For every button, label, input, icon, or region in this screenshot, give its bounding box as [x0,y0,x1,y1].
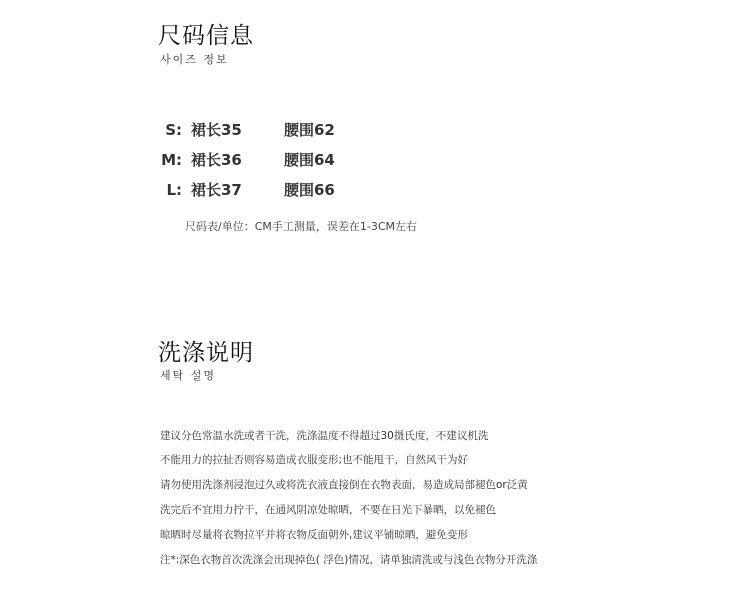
skirt-length-value: 裙长37 [191,181,242,199]
size-label: M: [161,151,182,169]
skirt-length-value: 裙长36 [191,151,242,169]
care-instruction: 建议分色常温水洗或者干洗，洗涤温度不得超过30摄氏度，不建议机洗 [160,430,489,442]
size-row-s [0,120,750,140]
care-instruction: 请勿使用洗涤剂浸泡过久或将洗衣液直接倒在衣物表面，易造成局部褪色or泛黄 [160,479,528,491]
size-info-title: 尺码信息 [158,23,254,49]
size-row-l [0,180,750,200]
waist-value: 腰围66 [284,181,335,199]
size-info-subtitle: 사이즈 정보 [160,53,229,66]
size-measurement-note: 尺码表/单位：CM手工测量，误差在1-3CM左右 [185,220,418,233]
washing-instructions-subtitle: 세탁 설명 [160,369,217,382]
size-row-m [0,150,750,170]
skirt-length-value: 裙长35 [191,121,242,139]
care-instruction: 不能用力的拉扯否则容易造成衣服变形;也不能甩干，自然风干为好 [160,454,469,466]
waist-value: 腰围62 [284,121,335,139]
care-instruction-note: 注*:深色衣物首次洗涤会出现掉色( 浮色)情况，请单独清洗或与浅色衣物分开洗涤 [160,554,538,566]
care-instruction: 洗完后不宜用力拧干，在通风阴凉处晾晒，不要在日光下暴晒，以免褪色 [160,504,496,516]
waist-value: 腰围64 [284,151,335,169]
size-label: S: [165,121,182,139]
size-label: L: [166,181,182,199]
care-instruction: 晾晒时尽量将衣物拉平并将衣物反面朝外,建议平铺晾晒，避免变形 [160,529,468,541]
washing-instructions-title: 洗涤说明 [158,340,254,366]
